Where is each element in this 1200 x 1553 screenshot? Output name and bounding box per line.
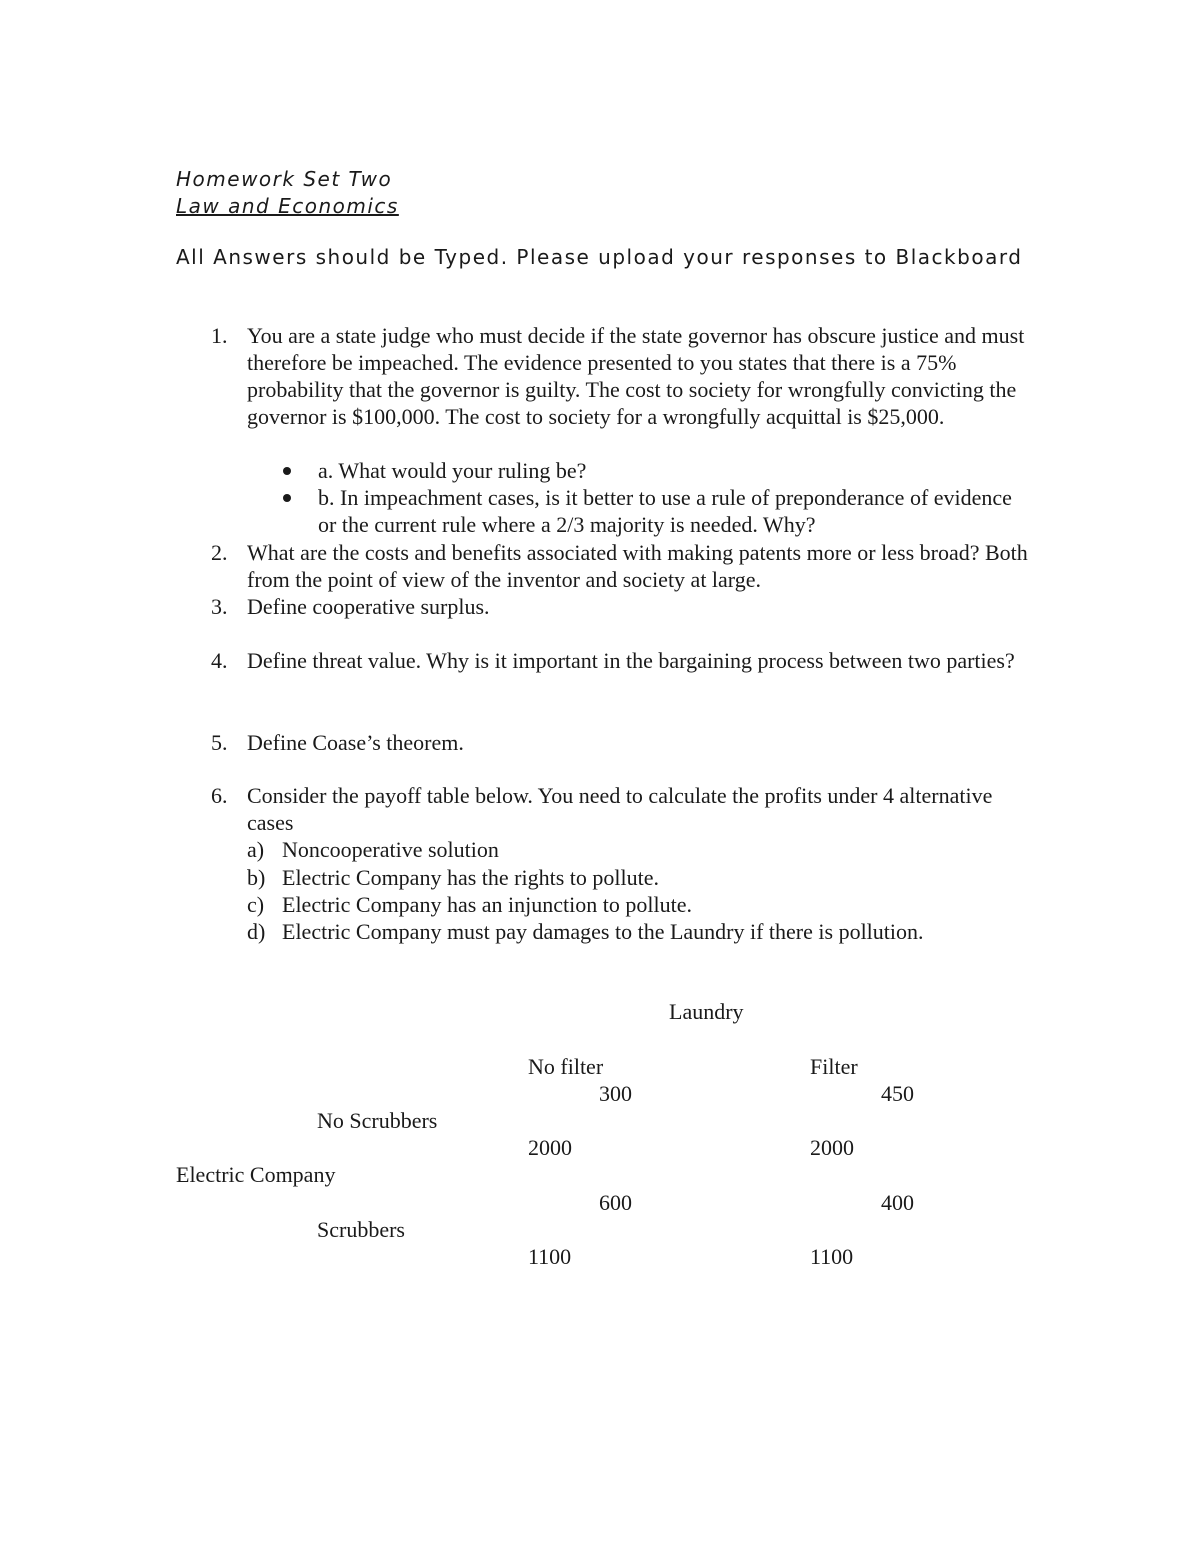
payoff-laundry-noscrub-filter: 450 [881,1081,914,1106]
bullet-text: b. In impeachment cases, is it better to use a rule of preponderance of evidence or the current rule where a 2/3 majority is needed. Why? [318,485,1012,537]
instruction-text: All Answers should be Typed. Please upload your responses to Blackboard [176,245,1023,269]
question-text: Consider the payoff table below. You need to calculate the profits under 4 alternative cases [247,783,993,835]
sub-item-text: Noncooperative solution [282,837,499,862]
sub-item-text: Electric Company has the rights to pollute. [282,865,659,890]
column-header-no-filter: No filter [528,1054,604,1079]
document-subtitle: Law and Economics [176,194,399,218]
bullet-icon [283,494,291,502]
row-player-label: Electric Company [176,1162,336,1187]
question-number: 4. [211,648,228,673]
payoff-electric-scrub-nofilter: 1100 [528,1244,572,1269]
question-number: 2. [211,540,228,565]
question-number: 3. [211,594,228,619]
question-text: Define cooperative surplus. [247,594,490,619]
payoff-electric-noscrub-nofilter: 2000 [528,1135,572,1160]
question-number: 6. [211,783,228,808]
sub-item-label: c) [247,892,265,917]
question-number: 5. [211,730,228,755]
bullet-icon [283,467,291,475]
row-label-no-scrubbers: No Scrubbers [317,1108,438,1133]
question-number: 1. [211,323,228,348]
question-text: You are a state judge who must decide if the state governor has obscure justice and must therefore be impeached. The evidence presented to you states that there is a 75% probability that the governor is guilty. The cost to society for wrongfully convicting the governor is $100,000. The cost to society for a wrongfully acquittal is $25,000. [247,323,1025,429]
column-header-filter: Filter [810,1054,858,1079]
question-text: Define Coase’s theorem. [247,730,464,755]
sub-item-text: Electric Company has an injunction to pollute. [282,892,692,917]
payoff-electric-noscrub-filter: 2000 [810,1135,854,1160]
payoff-electric-scrub-filter: 1100 [810,1244,854,1269]
sub-item-label: b) [247,865,266,890]
sub-item-text: Electric Company must pay damages to the Laundry if there is pollution. [282,919,924,944]
payoff-laundry-scrub-filter: 400 [881,1190,914,1215]
sub-item-label: d) [247,919,266,944]
question-text: Define threat value. Why is it important in the bargaining process between two parties? [247,648,1015,673]
bullet-text: a. What would your ruling be? [318,458,587,483]
sub-item-label: a) [247,837,265,862]
payoff-laundry-noscrub-nofilter: 300 [599,1081,632,1106]
question-text: What are the costs and benefits associated with making patents more or less broad? Both from the point of view of the inventor and society at large. [247,540,1028,592]
column-player-label: Laundry [669,999,744,1024]
document-title: Homework Set Two [176,167,393,191]
row-label-scrubbers: Scrubbers [317,1217,405,1242]
payoff-laundry-scrub-nofilter: 600 [599,1190,632,1215]
